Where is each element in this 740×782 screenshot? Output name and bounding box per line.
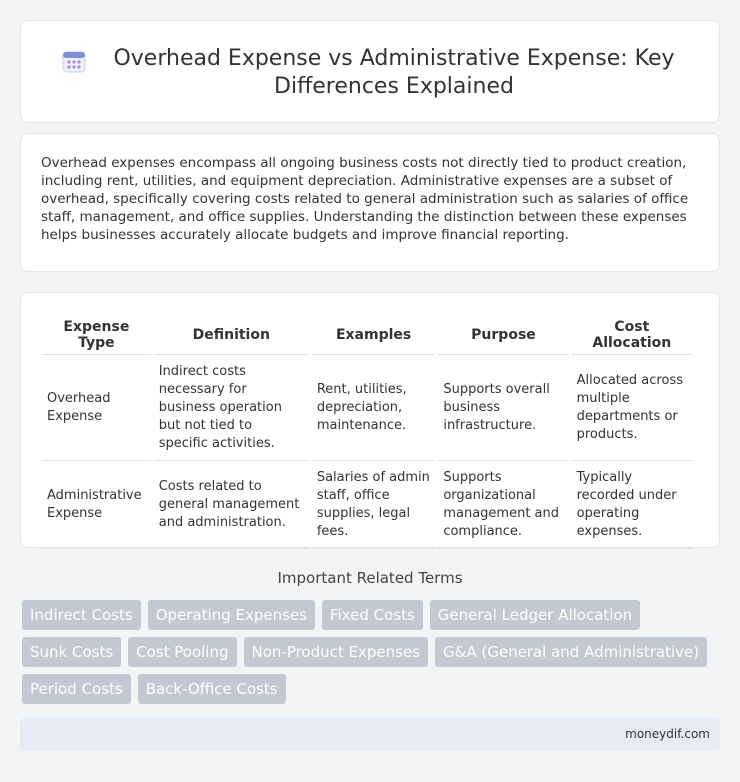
title-card [20,20,720,123]
related-terms-tags [22,600,722,711]
intro-paragraph: Overhead expenses encompass all ongoing business costs not directly tied to product creation, including rent, utilities, and equipment depreciation. Administrative expenses are a subset of overhead, specifically covering costs related to general administration such as salaries of office staff, management, and office supplies. Understanding the distinction between these expenses helps businesses accurately allocate budgets and improve financial reporting. [41,155,689,243]
related-term-tag[interactable]: Fixed Costs [322,600,423,630]
related-term-tag[interactable]: General Ledger Allocation [430,600,640,630]
calendar-icon [61,48,87,74]
column-header-definition: Definition [154,315,309,355]
table-row [42,461,692,549]
intro-card [20,133,720,272]
table-cell: Administrative Expense [42,461,151,549]
related-term-tag[interactable]: Non-Product Expenses [244,637,429,667]
column-header-purpose: Purpose [438,315,568,355]
table-cell: Rent, utilities, depreciation, maintenance. [312,355,435,461]
column-header-examples: Examples [312,315,435,355]
related-term-tag[interactable]: Period Costs [22,674,131,704]
related-term-tag[interactable]: Back-Office Costs [138,674,286,704]
related-term-tag[interactable]: Cost Pooling [128,637,236,667]
footer-site-link[interactable]: moneydif.com [625,727,710,741]
comparison-table [39,315,695,549]
table-cell: Supports organizational management and compliance. [438,461,568,549]
table-cell: Typically recorded under operating expenses. [572,461,692,549]
table-cell: Allocated across multiple departments or products. [572,355,692,461]
related-terms-title: Important Related Terms [277,569,463,587]
table-row [42,355,692,461]
related-term-tag[interactable]: Operating Expenses [148,600,315,630]
table-cell: Costs related to general management and administration. [154,461,309,549]
title-row [21,21,719,101]
column-header-cost-allocation: Cost Allocation [572,315,692,355]
table-cell: Supports overall business infrastructure. [438,355,568,461]
table-cell: Salaries of admin staff, office supplies, legal fees. [312,461,435,549]
table-header-row [42,315,692,355]
related-term-tag[interactable]: Sunk Costs [22,637,121,667]
page-title: Overhead Expense vs Administrative Expense: Key Differences Explained [113,46,675,99]
column-header-expense-type: Expense Type [42,315,151,355]
table-cell: Overhead Expense [42,355,151,461]
footer-bar [20,718,720,751]
comparison-table-card [20,292,720,548]
related-term-tag[interactable]: Indirect Costs [22,600,141,630]
table-cell: Indirect costs necessary for business operation but not tied to specific activities. [154,355,309,461]
related-term-tag[interactable]: G&A (General and Administrative) [435,637,707,667]
